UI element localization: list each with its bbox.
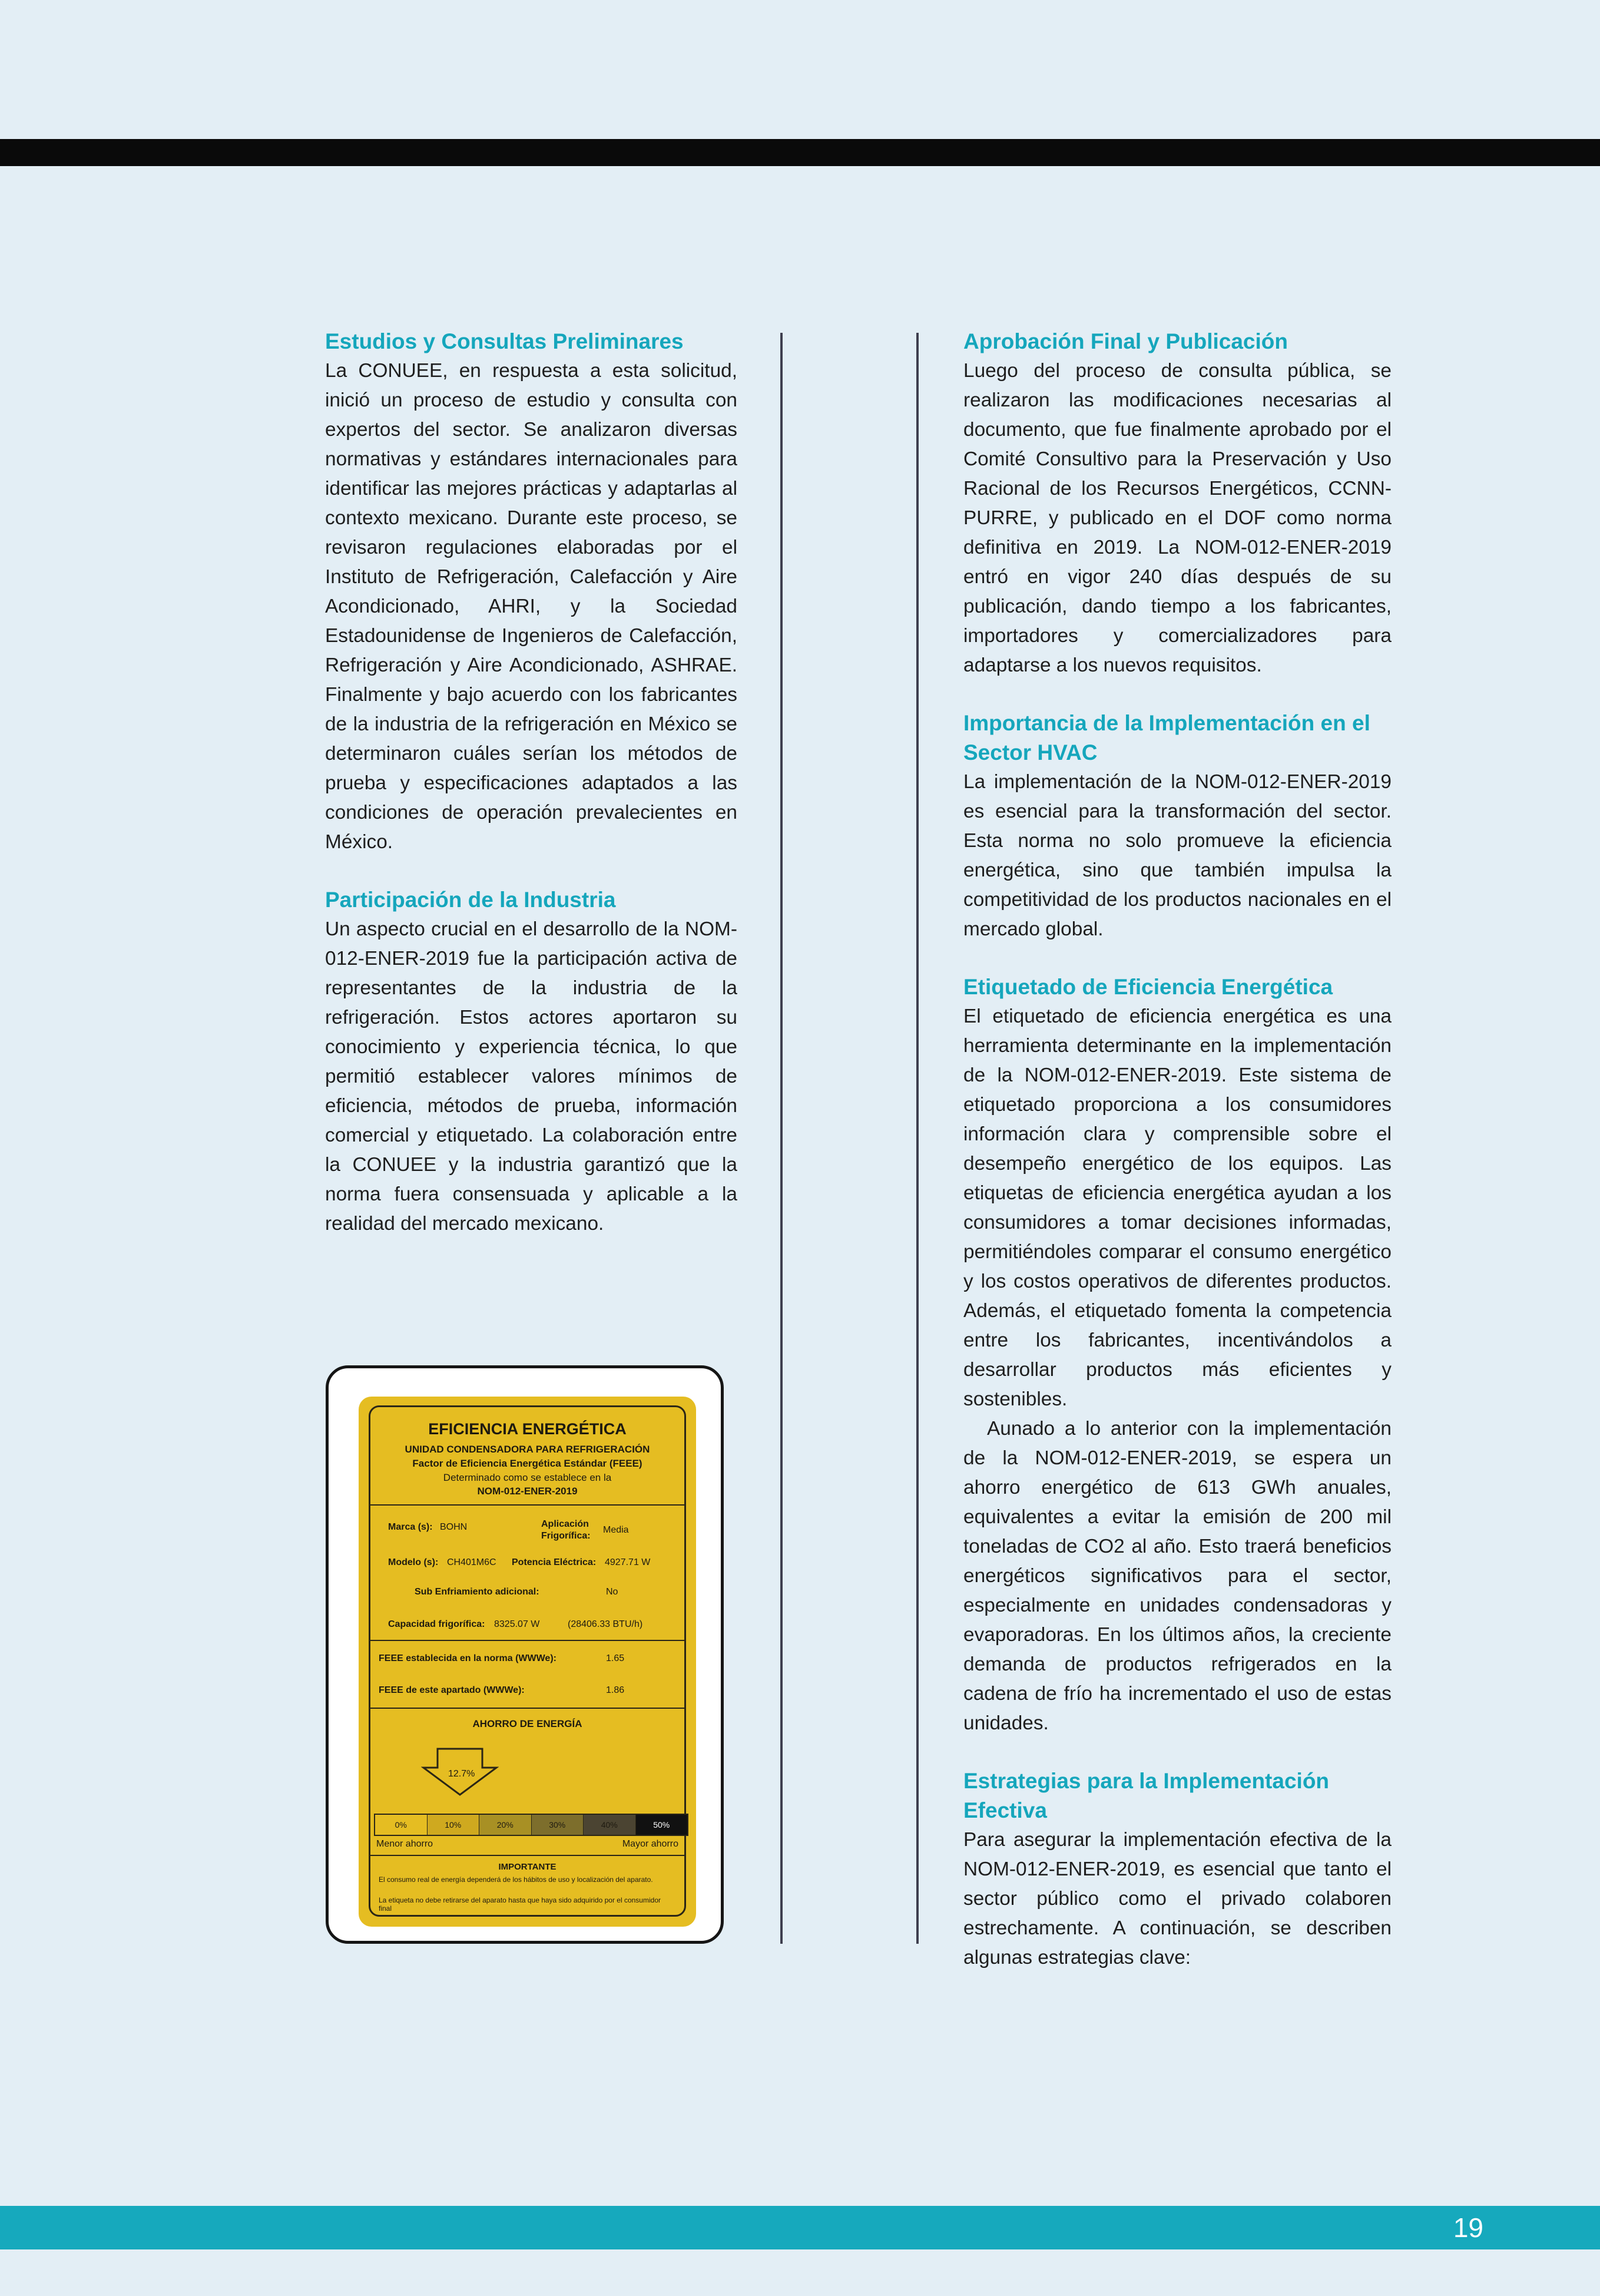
label-title: EFICIENCIA ENERGÉTICA bbox=[428, 1420, 627, 1438]
section-heading: Importancia de la Implementación en el Sector HVAC bbox=[963, 711, 1370, 765]
label-note: El consumo real de energía dependerá de los hábitos de uso y localización del aparato. bbox=[379, 1875, 653, 1884]
label-sub-value: No bbox=[606, 1587, 618, 1597]
label-potencia: Potencia Eléctrica: bbox=[512, 1557, 597, 1567]
section-heading: Aprobación Final y Publicación bbox=[963, 329, 1288, 353]
label-feee-norma: FEEE establecida en la norma (WWWe): bbox=[379, 1653, 556, 1663]
label-aplicacion-value: Media bbox=[603, 1525, 629, 1535]
label-mayor: Mayor ahorro bbox=[622, 1839, 678, 1849]
label-importante: IMPORTANTE bbox=[498, 1862, 556, 1872]
scale-step: 10% bbox=[428, 1815, 480, 1835]
column-divider bbox=[780, 333, 783, 1944]
section-heading: Estudios y Consultas Preliminares bbox=[325, 329, 684, 353]
section-paragraph: Para asegurar la implementación efectiva de la NOM-012-ENER-2019, es esencial que tanto el sector público como el privado colaboren estrechamente. A continuación, se describen algunas estrategias clave: bbox=[963, 1829, 1392, 1969]
section-paragraph: La CONUEE, en respuesta a esta solicitud, inició un proceso de estudio y consulta con expertos del sector. Se analizaron diversas normativas y estándares internacionales para identificar las mejores prácticas y adaptarlas al contexto mexicano. Durante este proceso, se revisaron regulaciones elaboradas por el Instituto de Refrigeración, Calefacción y Aire Acondicionado, AHRI, y la Sociedad Estadounidense de Ingenieros de Calefacción, Refrigeración y Aire Acondicionado, ASHRAE. Finalmente y bajo acuerdo con los fabricantes de la industria de la refrigeración en México se determinaron cuáles serían los métodos de prueba y especificaciones adaptados a las condiciones de operación prevalecientes en México. bbox=[325, 360, 737, 853]
label-capacidad-btu: (28406.33 BTU/h) bbox=[568, 1619, 643, 1629]
left-column bbox=[325, 327, 737, 1239]
section-paragraph: La implementación de la NOM-012-ENER-2019 es esencial para la transformación del sector. Esta norma no solo promueve la eficiencia energética, sino que también impulsa la competitividad de los productos nacionales en el mercado global. bbox=[963, 771, 1392, 940]
label-aplicacion: Aplicación bbox=[541, 1519, 589, 1529]
top-header-bar bbox=[0, 139, 1600, 166]
label-capacidad-value: 8325.07 W bbox=[494, 1619, 540, 1629]
section-heading: Participación de la Industria bbox=[325, 888, 616, 912]
label-line: UNIDAD CONDENSADORA PARA REFRIGERACIÓN bbox=[405, 1444, 650, 1455]
label-marca-value: BOHN bbox=[440, 1522, 468, 1532]
energy-label-inner bbox=[369, 1405, 686, 1917]
label-sub: Sub Enfriamiento adicional: bbox=[415, 1587, 539, 1597]
label-line: NOM-012-ENER-2019 bbox=[477, 1486, 578, 1497]
section-paragraph: El etiquetado de eficiencia energética es una herramienta determinante en la implementación de la NOM-012-ENER-2019. Este sistema de etiquetado proporciona a los consumidores información clara y comprensible sobre el desempeño energético de los equipos. Las etiquetas de eficiencia energética ayudan a los consumidores a tomar decisiones informadas, permitiéndoles comparar el consumo energético y los costos operativos de diferentes productos. Además, el etiquetado fomenta la competencia entre los fabricantes, incentivándolos a desarrollar productos más eficientes y sostenibles. bbox=[963, 1005, 1392, 1410]
label-aplicacion: Frigorífica: bbox=[541, 1531, 591, 1541]
label-note: La etiqueta no debe retirarse del aparato hasta que haya sido adquirido por el consumidor final bbox=[379, 1896, 661, 1913]
scale-step: 40% bbox=[584, 1815, 636, 1835]
column-divider bbox=[916, 333, 919, 1944]
label-separator bbox=[370, 1855, 684, 1856]
scale-step: 50% bbox=[636, 1815, 688, 1835]
label-modelo: Modelo (s): bbox=[388, 1557, 439, 1567]
right-column bbox=[963, 327, 1392, 1973]
label-line: Determinado como se establece en la bbox=[443, 1472, 612, 1483]
energy-label bbox=[359, 1397, 696, 1927]
label-marca: Marca (s): bbox=[388, 1522, 433, 1532]
section-heading: Etiquetado de Eficiencia Energética bbox=[963, 975, 1333, 999]
section-paragraph: Luego del proceso de consulta pública, se realizaron las modificaciones necesarias al documento, que fue finalmente aprobado por el Comité Consultivo para la Preservación y Uso Racional de los Recursos Energéticos, CCNN-PURRE, y publicado en el DOF como norma definitiva en 2019. La NOM-012-ENER-2019 entró en vigor 240 días después de su publicación, dando tiempo a los fabricantes, importadores y comercializadores para adaptarse a los nuevos requisitos. bbox=[963, 360, 1392, 676]
label-capacidad: Capacidad frigorífica: bbox=[388, 1619, 485, 1629]
section-etiquetado bbox=[963, 972, 1392, 1738]
bottom-footer-bar bbox=[0, 2206, 1600, 2249]
section-aprobacion bbox=[963, 327, 1392, 680]
section-paragraph: Aunado a lo anterior con la implementación de la NOM-012-ENER-2019, se espera un ahorro energético de 613 GWh anuales, equivalentes a evitar la emisión de 200 mil toneladas de CO2 al año. Esto traerá beneficios energéticos significativos para el sector, especialmente en unidades condensadoras y evaporadoras. En los últimos años, la creciente demanda de productos refrigerados en la cadena de frío ha incrementado el uso de estas unidades. bbox=[963, 1418, 1392, 1734]
scale-step: 0% bbox=[375, 1815, 428, 1835]
label-ahorro-value: 12.7% bbox=[448, 1769, 475, 1779]
section-heading: Estrategias para la Implementación Efectiva bbox=[963, 1769, 1330, 1822]
section-estudios bbox=[325, 327, 737, 857]
label-menor: Menor ahorro bbox=[376, 1839, 433, 1849]
section-paragraph: Un aspecto crucial en el desarrollo de la NOM-012-ENER-2019 fue la participación activa de representantes de la industria de la refrigeración. Estos actores aportaron su conocimiento y experiencia técnica, lo que permitió establecer valores mínimos de eficiencia, métodos de prueba, información comercial y etiquetado. La colaboración entre la CONUEE y la industria garantizó que la norma fuera consensuada y aplicable a la realidad del mercado mexicano. bbox=[325, 918, 737, 1235]
scale-step: 20% bbox=[479, 1815, 532, 1835]
scale-step: 30% bbox=[532, 1815, 584, 1835]
label-separator bbox=[370, 1504, 684, 1506]
page-number: 19 bbox=[1453, 2212, 1483, 2243]
section-importancia bbox=[963, 709, 1392, 944]
label-line: Factor de Eficiencia Energética Estándar (FEEE) bbox=[412, 1458, 642, 1469]
label-separator bbox=[370, 1708, 684, 1709]
label-potencia-value: 4927.71 W bbox=[605, 1557, 651, 1567]
section-participacion bbox=[325, 885, 737, 1239]
label-separator bbox=[370, 1640, 684, 1641]
section-estrategias bbox=[963, 1766, 1392, 1973]
label-modelo-value: CH401M6C bbox=[447, 1557, 496, 1567]
savings-scale bbox=[374, 1814, 688, 1836]
label-feee-norma-value: 1.65 bbox=[606, 1653, 625, 1663]
label-ahorro-title: AHORRO DE ENERGÍA bbox=[472, 1718, 582, 1729]
label-feee-aparato-value: 1.86 bbox=[606, 1685, 625, 1695]
energy-label-figure bbox=[326, 1365, 724, 1944]
label-feee-aparato: FEEE de este apartado (WWWe): bbox=[379, 1685, 525, 1695]
